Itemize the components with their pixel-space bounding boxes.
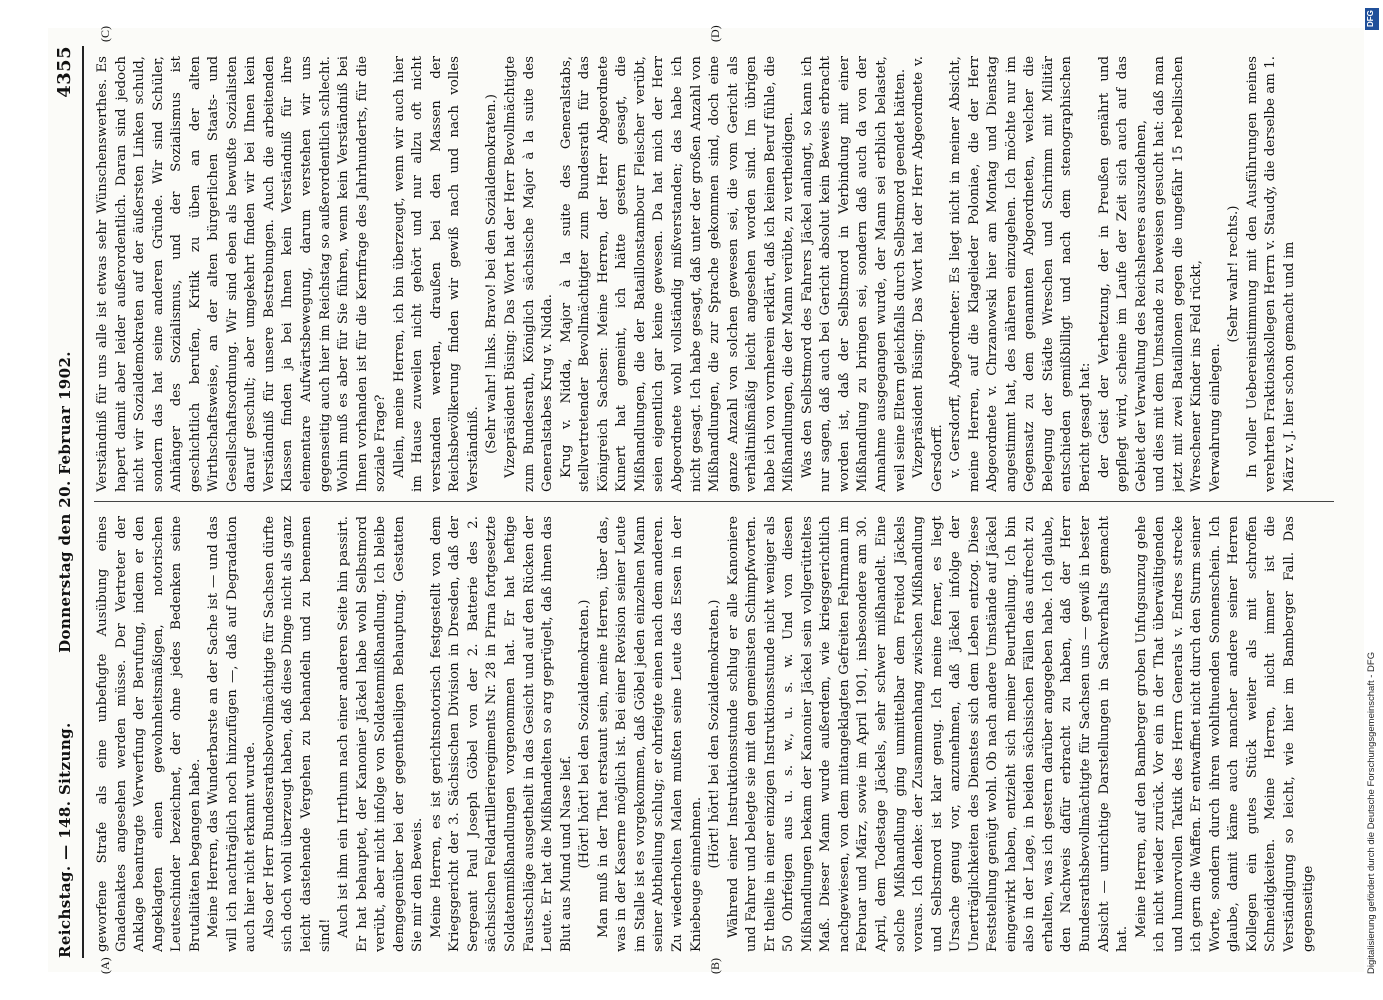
interjection: (Hört! hört! bei den Sozialdemokraten.) bbox=[707, 599, 723, 869]
paragraph: v. Gersdorff, Abgeordneter: Es liegt nicht in meiner Absicht, meine Herren, auf die Klagelieder Poloniae, die der Herr Abgeordnete v. Chrzanowski hier am Montag und Dienstag angestimmt hat, des näheren einzugehen. Ich möchte nur im Gegensatz zu dem genannten Abgeordneten, welcher die Belegung der Städte Wreschen und Schrimm mit Militär entschieden gemißbilligt und nach dem stenographischen Bericht gesagt hat: bbox=[948, 56, 1093, 492]
paragraph: Auch ist ihm ein Irrthum nach einer anderen Seite hin passirt. Er hat behauptet, der Kanonier Jäckel habe wohl Selbstmord verübt, aber nicht infolge von Soldatenmißhandlung. Ich bleibe demgegenüber bei der gegentheiligen Behauptung. Gestatten Sie mir den Beweis. bbox=[336, 516, 426, 952]
paragraph: geworfene Strafe als eine unbefugte Ausübung eines Gnadenaktes angesehen werden müsse. Der Vertreter der Anklage beantragte Verwerfung der Berufung, indem er den Angeklagten einen gewohnheitsmäßigen, notorischen Leuteschinder bezeichnet, der ohne jedes Bedenken seine Brutalitäten begangen habe. bbox=[95, 516, 203, 952]
margin-marker-d: (D) bbox=[708, 25, 722, 42]
paragraph: Meine Herren, das Wunderbarste an der Sache ist — und das will ich nachträglich noch hinzufügen —, daß auf Degradation auch hier nicht erkannt wurde. bbox=[206, 516, 259, 952]
paragraph: Allein, meine Herren, ich bin überzeugt, wenn wir auch hier im Hause zuweilen nicht gehört und nur allzu oft nicht verstanden werden, draußen bei den Massen der Reichsbevölkerung finden wir gewiß nach und nach volles Verständniß. bbox=[391, 56, 481, 492]
page-number: 4355 bbox=[54, 46, 75, 98]
interjection: (Sehr wahr! rechts.) bbox=[1226, 205, 1242, 343]
paragraph: Verständniß für uns alle ist etwas sehr Wünschenswerthes. Es hapert damit aber leider außerordentlich. Daran sind jedoch nicht wir Sozialdemokraten auf der äußersten Linken schuld, sondern das hat seine anderen Gründe. Wir sind Schüler, Anhänger des Sozialismus, und der Sozialismus ist geschichtlich berufen, Kritik zu üben an der alten Wirthschaftsweise, an der alten bürgerlichen Staats- und Gesellschaftsordnung. Wir sind eben als bewußte Sozialisten darauf geschult; aber umgekehrt finden wir bei Ihnen kein Verständniß für unsere Bestrebungen. Auch die arbeitenden Klassen finden ja bei Ihnen kein Verständniß für ihre elementare Aufwärtsbewegung, darum verstehen wir uns gegenseitig auch hier im Reichstag so außerordentlich schlecht. Wohin muß es aber für Sie führen, wenn kein Verständniß bei Ihnen vorhanden ist für die Kernfrage des Jahrhunderts, für die soziale Frage? bbox=[95, 56, 389, 492]
header-left: Reichstag. — 148. Sitzung. bbox=[56, 722, 74, 958]
paragraph: Also der Herr Bundesrathsbevollmächtigte für Sachsen dürfte sich doch wohl überzeugt haben, daß diese Dinge nicht als ganz leicht dastehende Vergehen zu behandeln und zu benennen sind! bbox=[261, 516, 333, 952]
paragraph: Meine Herren, es ist gerichtsnotorisch festgestellt von dem Kriegsgericht der 3. Sächsischen Division in Dresden, daß der Sergeant Paul Joseph Göbel von der 2. Batterie des 2. sächsischen Feldartillerieregiments Nr. 28 in Pirna fortgesetzte Soldatenmißhandlungen vorgenommen hat. Er hat heftige Faustschläge ausgetheilt in das Gesicht und auf den Rücken der Leute. Er hat die Mißhandelten so arg geprügelt, daß ihnen das Blut aus Mund und Nase lief. bbox=[428, 516, 574, 952]
paragraph: Während einer Instruktionsstunde schlug er alle Kanoniere und Fahrer und belegte sie mit den gemeinsten Schimpfworten. Er theilte in einer einzigen Instruktionsstunde nicht weniger als 50 Ohrfeigen aus u. s. w., u. s. w. Und von diesen Mißhandlungen bekam der Kanonier Jäckel sein vollgerütteltes Maß. Dieser Mann wurde außerdem, wie kriegsgerichtlich nachgewiesen, von dem mitangeklagten Gefreiten Fehrmann im Februar und März, sowie im April 1901, insbesondere am 30. April, dem Todestage Jäckels, sehr schwer mißhandelt. Eine solche Mißhandlung ging unmittelbar dem Freitod Jäckels voraus. Ich denke: der Zusammenhang zwischen Mißhandlung und Selbstmord ist klar genug. Ich meine ferner, es liegt Ursache genug vor, anzunehmen, daß Jäckel infolge der Unerträglichkeiten des Dienstes sich dem Leben entzog. Diese Feststellung genügt wohl. Ob nach andere Umstände auf Jäckel eingewirkt haben, entzieht sich meiner Beurtheilung. Ich bin also in der Lage, in beiden sächsischen Fällen das aufrecht zu erhalten, was ich gestern darüber angegeben habe. Ich glaube, den Nachweis dafür erbracht zu haben, daß der Herr Bundesrathsbevollmächtigte für Sachsen uns — gewiß in bester Absicht — unrichtige Darstellungen in Sachverhalts gemacht hat. bbox=[725, 516, 1131, 952]
paragraph: Man muß in der That erstaunt sein, meine Herren, über das, was in der Kaserne möglich ist. Bei einer Revision seiner Leute im Stalle ist es vorgekommen, daß Göbel jeden einzelnen Mann seiner Abtheilung schlug; er ohrfeigte einen nach dem anderen. Zu wiederholten Malen mußten seine Leute das Essen in der Kniebeuge einnehmen. bbox=[595, 516, 704, 952]
running-header bbox=[54, 46, 80, 958]
paragraph: Vizepräsident Büsing: Das Wort hat der Herr Bevollmächtigte zum Bundesrath, Königlich sächsische Major à la suite des Generalstabes Krug v. Nidda. bbox=[503, 56, 556, 492]
margin-marker-b: (B) bbox=[708, 958, 722, 974]
margin-marker-c: (C) bbox=[98, 26, 112, 42]
column-right bbox=[94, 56, 1334, 492]
paragraph: und dies mit dem Umstande zu beweisen gesucht hat: daß man jetzt mit zwei Bataillonen gegen die ungefähr 15 rebellischen Wreschener Kinder ins Feld rückt, bbox=[1152, 56, 1205, 492]
paragraph: Vizepräsident Büsing: Das Wort hat der Herr Abgeordnete v. Gersdorff. bbox=[911, 56, 945, 492]
column-left bbox=[94, 516, 1334, 952]
dfg-logo-icon: DFG bbox=[1365, 8, 1379, 30]
paragraph: Krug v. Nidda, Major à la suite des Generalstabs, stellvertretender Bevollmächtigter zum Bundesrath für das Königreich Sachsen: Meine Herren, der Herr Abgeordnete Kunert hat gemeint, ich hätte gestern gesagt, die Mißhandlungen, die der Bataillonstambour Fleischer verübt, seien eigentlich gar keine gewesen. Da hat mich der Herr Abgeordnete wohl vollständig mißverstanden; das habe ich nicht gesagt. Ich habe gesagt, daß unter der großen Anzahl von Mißhandlungen, die zur Sprache gekommen sind, doch eine ganze Anzahl von solchen gewesen sei, die vom Gericht als verhältnißmäßig leicht angesehen worden sind. Im übrigen habe ich von vornherein erklärt, daß ich keinen Beruf fühle, die Mißhandlungen, die der Mann verübte, zu vertheidigen. bbox=[558, 56, 797, 492]
interjection: (Sehr wahr! links. Bravo! bei den Sozialdemokraten.) bbox=[484, 94, 500, 454]
credit-text: Digitalisierung gefördert durch die Deutsche Forschungsgemeinschaft - DFG bbox=[1366, 651, 1377, 974]
column-divider bbox=[94, 501, 1334, 502]
header-rule bbox=[82, 46, 84, 958]
scanned-page bbox=[48, 25, 1364, 974]
paragraph: In voller Uebereinstimmung mit den Ausführungen meines verehrten Fraktionskollegen Herrn v. Staudy, die derselbe am 1. März v. J. hier schon gemacht und im bbox=[1244, 56, 1297, 492]
interjection: (Hört! hört! bei den Sozialdemokraten.) bbox=[577, 599, 593, 869]
paragraph: Verwahrung einlegen. bbox=[1207, 343, 1223, 492]
quotation: der Geist der Verhetzung, der in Preußen genährt und gepflegt wird, scheine im Laufe der Zeit sich auch auf das Gebiet der Verwaltung des Reichsheeres auszudehnen, bbox=[1096, 56, 1149, 492]
paragraph: Was den Selbstmord des Fahrers Jäckel anlangt, so kann ich nur sagen, daß auch bei Gericht absolut kein Beweis erbracht worden ist, daß der Selbstmord in Verbindung mit einer Mißhandlung zu bringen sei, sondern daß auch da von der Annahme ausgegangen wurde, der Mann sei erblich belastet, weil seine Eltern gleichfalls durch Selbstmord geendet hätten. bbox=[799, 56, 908, 492]
margin-marker-a: (A) bbox=[98, 957, 112, 974]
paragraph: Meine Herren, auf den Bamberger groben Unfugsunzug gehe ich nicht wieder zurück. Vor ein in der That überwältigenden und humorvollen Taktik des Herrn Generals v. Endres strecke ich gern die Waffen. Er entwaffnet nicht durch den Sturm seiner Worte, sondern durch ihren wohlthuenden Sonnenschein. Ich glaube, damit käme auch mancher andere seiner Herren Kollegen ein gutes Stück weiter als mit schroffen Schneidigkeiten. Meine Herren, nicht immer ist die Verständigung so leicht, wie hier im Bamberger Fall. Das gegenseitige bbox=[1133, 516, 1316, 952]
digitization-credit bbox=[1363, 30, 1379, 974]
header-date: Donnerstag den 20. Februar 1902. bbox=[56, 351, 74, 653]
rotated-page-content bbox=[48, 25, 1364, 974]
